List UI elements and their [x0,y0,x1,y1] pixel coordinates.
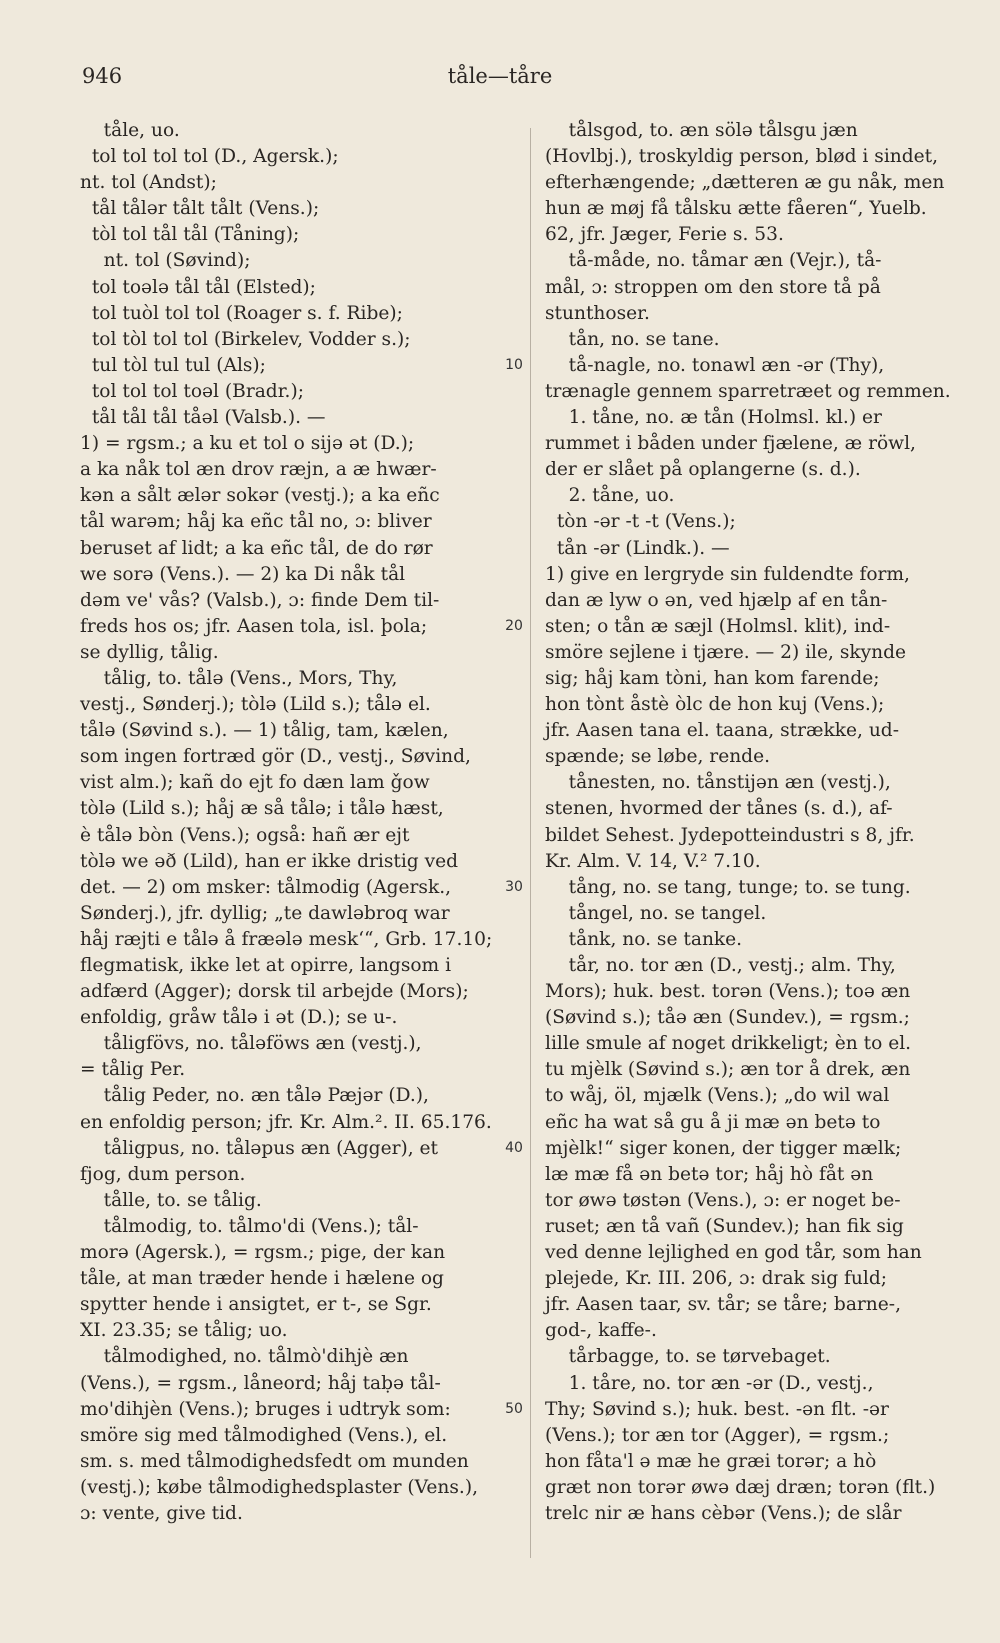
text-line: smöre sig med tålmodighed (Vens.), el. [80,1424,448,1446]
text-line: XI. 23.35; se tålig; uo. [80,1320,288,1342]
text-line: nt. tol (Søvind); [80,250,251,272]
line-number: 10 [505,356,523,373]
text-line: tålle, to. se tålig. [80,1189,262,1211]
text-line: hun æ møj få tålsku ætte fåeren“, Yuelb. [545,198,927,220]
text-line: tår, no. tor æn (D., vestj.; alm. Thy, [545,955,896,976]
left-column [80,118,518,1527]
text-line: vestj., Sønderj.); tòlə (Lild s.); tålə el. [80,694,431,716]
text-line: (Søvind s.); tåə æn (Sundev.), = rgsm.; [545,1007,910,1029]
text-line: som ingen fortræd gör (D., vestj., Søvind, [80,746,471,768]
line-number: 20 [505,617,523,634]
text-line: tål tål tål tåəl (Valsb.). — [80,407,326,429]
text-line: ved denne lejlighed en god tår, som han [545,1242,922,1264]
text-line: rummet i båden under fjælene, æ röwl, [545,433,916,455]
text-line: (Hovlbj.), troskyldig person, blød i sindet, [545,146,939,168]
text-line: 1. tåre, no. tor æn -ər (D., vestj., [545,1372,874,1394]
text-line: a ka nåk tol æn drov ræjn, a æ hwær- [80,459,437,481]
text-line: 1) = rgsm.; a ku et tol o sijə ət (D.); [80,433,415,455]
text-line: ɔ: vente, give tid. [80,1502,243,1524]
text-line: det. — 2) om msker: tålmodig (Agersk., [80,876,452,898]
text-line: bildet Sehest. Jydepotteindustri s 8, jfr. [545,824,915,846]
text-line: tu mjèlk (Søvind s.); æn tor å drek, æn [545,1059,911,1081]
text-line: tåle, at man træder hende i hælene og [80,1268,444,1290]
text-line: tålig, to. tålə (Vens., Mors, Thy, [80,667,398,689]
text-line: adfærd (Agger); dorsk til arbejde (Mors); [80,981,469,1003]
text-line: tòlə (Lild s.); håj æ så tålə; i tålə hæst, [80,798,444,820]
text-line: hon fåta'l ə mæ he græi torər; a hò [545,1450,877,1472]
line-number: 30 [505,878,523,895]
text-line: tå-måde, no. tåmar æn (Vejr.), tå- [545,250,882,272]
text-line: stunthoser. [545,302,650,324]
text-line: tòl tol tål tål (Tåning); [80,224,300,246]
text-line: lille smule af noget drikkeligt; èn to el. [545,1033,912,1055]
text-line: flegmatisk, ikke let at opirre, langsom i [80,955,452,976]
text-line: dəm ve' vås? (Valsb.), ɔ: finde Dem til- [80,589,440,611]
text-line: ruset; æn tå vañ (Sundev.); han fik sig [545,1215,904,1237]
text-line: nt. tol (Andst); [80,172,217,194]
text-line: mjèlk!“ siger konen, der tigger mælk; [545,1137,902,1159]
text-line: we sorə (Vens.). — 2) ka Di nåk tål [80,563,406,585]
text-line: tòn -ər -t -t (Vens.); [545,511,736,533]
text-line: tul tòl tul tul (Als); [80,354,266,376]
text-line: hon tònt åstè òlc de hon kuj (Vens.); [545,694,885,716]
column-divider [530,128,531,1558]
text-line: beruset af lidt; a ka eñc tål, de do rør [80,537,433,559]
text-line: Kr. Alm. V. 14, V.² 7.10. [545,850,761,872]
text-line: tålig Peder, no. æn tålə Pæjər (D.), [80,1085,429,1107]
text-line: tånk, no. se tanke. [545,928,743,950]
text-line: fjog, dum person. [80,1163,246,1185]
text-line: tånesten, no. tånstijən æn (vestj.), [545,772,891,794]
text-line: 1. tåne, no. æ tån (Holmsl. kl.) er [545,407,882,429]
line-number: 50 [505,1400,523,1417]
text-line: tårbagge, to. se tørvebaget. [545,1346,831,1368]
text-line: (Vens.), = rgsm., låneord; håj taḅə tål- [80,1372,441,1394]
text-line: tångel, no. se tangel. [545,902,767,924]
text-line: håj ræjti e tålə å fræələ meskʻ“, Grb. 17.10; [80,928,493,950]
text-line: trelc nir æ hans cèbər (Vens.); de slår [545,1502,902,1524]
text-line: tåligpus, no. tåləpus æn (Agger), et [80,1137,439,1159]
text-line: vist alm.); kañ do ejt fo dæn lam ǧow [80,772,430,794]
text-line: tån, no. se tane. [545,328,720,350]
text-line: tol toələ tål tål (Elsted); [80,276,316,298]
text-line: morə (Agersk.), = rgsm.; pige, der kan [80,1242,446,1264]
text-line: trænagle gennem sparretræet og remmen. [545,380,951,402]
text-line: tol tol tol tol (D., Agersk.); [80,146,339,168]
text-line: stenen, hvormed der tånes (s. d.), af- [545,798,893,820]
text-line: god-, kaffe-. [545,1320,657,1342]
text-line: spytter hende i ansigtet, er t-, se Sgr. [80,1294,432,1316]
text-line: tåligfövs, no. tåləföws æn (vestj.), [80,1033,422,1055]
text-line: spænde; se løbe, rende. [545,746,770,768]
text-line: tång, no. se tang, tunge; to. se tung. [545,876,911,898]
text-line: dan æ lyw o ən, ved hjælp af en tån- [545,589,888,611]
text-line: jfr. Aasen tana el. taana, strække, ud- [545,720,899,742]
text-line: en enfoldig person; jfr. Kr. Alm.². II. 65.176. [80,1111,492,1133]
text-line: sm. s. med tålmodighedsfedt om munden [80,1450,469,1472]
text-line: tåle, uo. [80,120,180,141]
text-line: to wåj, öl, mjælk (Vens.); „do wil wal [545,1085,890,1107]
text-line: plejede, Kr. III. 206, ɔ: drak sig fuld; [545,1268,887,1290]
text-line: mo'dihjèn (Vens.); bruges i udtryk som: [80,1398,451,1420]
text-line: freds hos os; jfr. Aasen tola, isl. þola; [80,615,428,637]
text-line: tålə (Søvind s.). — 1) tålig, tam, kælen, [80,720,449,742]
text-line: Thy; Søvind s.); huk. best. -ən flt. -ər [545,1398,889,1420]
text-line: tol tuòl tol tol (Roager s. f. Ribe); [80,302,403,324]
text-line: 2. tåne, uo. [545,485,675,507]
text-line: tålmodighed, no. tålmò'dihjè æn [80,1346,409,1368]
text-line: = tålig Per. [80,1059,186,1081]
text-line: Mors); huk. best. torən (Vens.); toə æn [545,981,911,1003]
text-line: se dyllig, tålig. [80,641,219,663]
text-line: (Vens.); tor æn tor (Agger), = rgsm.; [545,1424,890,1446]
text-line: mål, ɔ: stroppen om den store tå på [545,276,881,298]
text-line: sten; o tån æ sæjl (Holmsl. klit), ind- [545,615,891,637]
text-line: tålmodig, to. tålmo'di (Vens.); tål- [80,1215,419,1237]
right-column [545,118,993,1527]
text-line: eñc ha wat så gu å ji mæ ən betə to [545,1111,881,1133]
text-line: græt non torər øwə dæj dræn; torən (flt.) [545,1476,936,1498]
text-line: jfr. Aasen taar, sv. tår; se tåre; barne-, [545,1294,901,1316]
text-line: tòlə we əð (Lild), han er ikke dristig ved [80,850,459,872]
text-line: tål tålər tålt tålt (Vens.); [80,198,320,220]
text-line: tålsgod, to. æn sölə tålsgu jæn [545,120,858,141]
text-line: tol tol tol toəl (Bradr.); [80,380,304,402]
text-line: tån -ər (Lindk.). — [545,537,730,559]
line-number: 40 [505,1139,523,1156]
page-number: 946 [82,64,123,88]
text-line: tål warəm; håj ka eñc tål no, ɔ: bliver [80,511,432,533]
text-line: tå-nagle, no. tonawl æn -ər (Thy), [545,354,885,376]
text-line: læ mæ få ən betə tor; håj hò fåt ən [545,1163,874,1185]
text-line: der er slået på oplangerne (s. d.). [545,459,861,481]
text-line: Sønderj.), jfr. dyllig; „te dawləbroq war [80,902,450,924]
text-line: smöre sejlene i tjære. — 2) ile, skynde [545,641,907,663]
running-head: tåle—tåre [447,64,553,88]
text-line: enfoldig, gråw tålə i ət (D.); se u-. [80,1007,398,1029]
text-line: tol tòl tol tol (Birkelev, Vodder s.); [80,328,411,350]
text-line: 1) give en lergryde sin fuldendte form, [545,563,910,585]
text-line: sig; håj kam tòni, han kom farende; [545,667,880,689]
text-line: tor øwə tøstən (Vens.), ɔ: er noget be- [545,1189,901,1211]
text-line: (vestj.); købe tålmodighedsplaster (Vens.), [80,1476,478,1498]
text-line: efterhængende; „dætteren æ gu nåk, men [545,172,945,194]
text-line: 62, jfr. Jæger, Ferie s. 53. [545,224,784,246]
text-line: kən a sålt ælər sokər (vestj.); a ka eñc [80,485,440,507]
text-line: è tålə bòn (Vens.); også: hañ ær ejt [80,824,410,846]
page-header [0,64,1000,96]
